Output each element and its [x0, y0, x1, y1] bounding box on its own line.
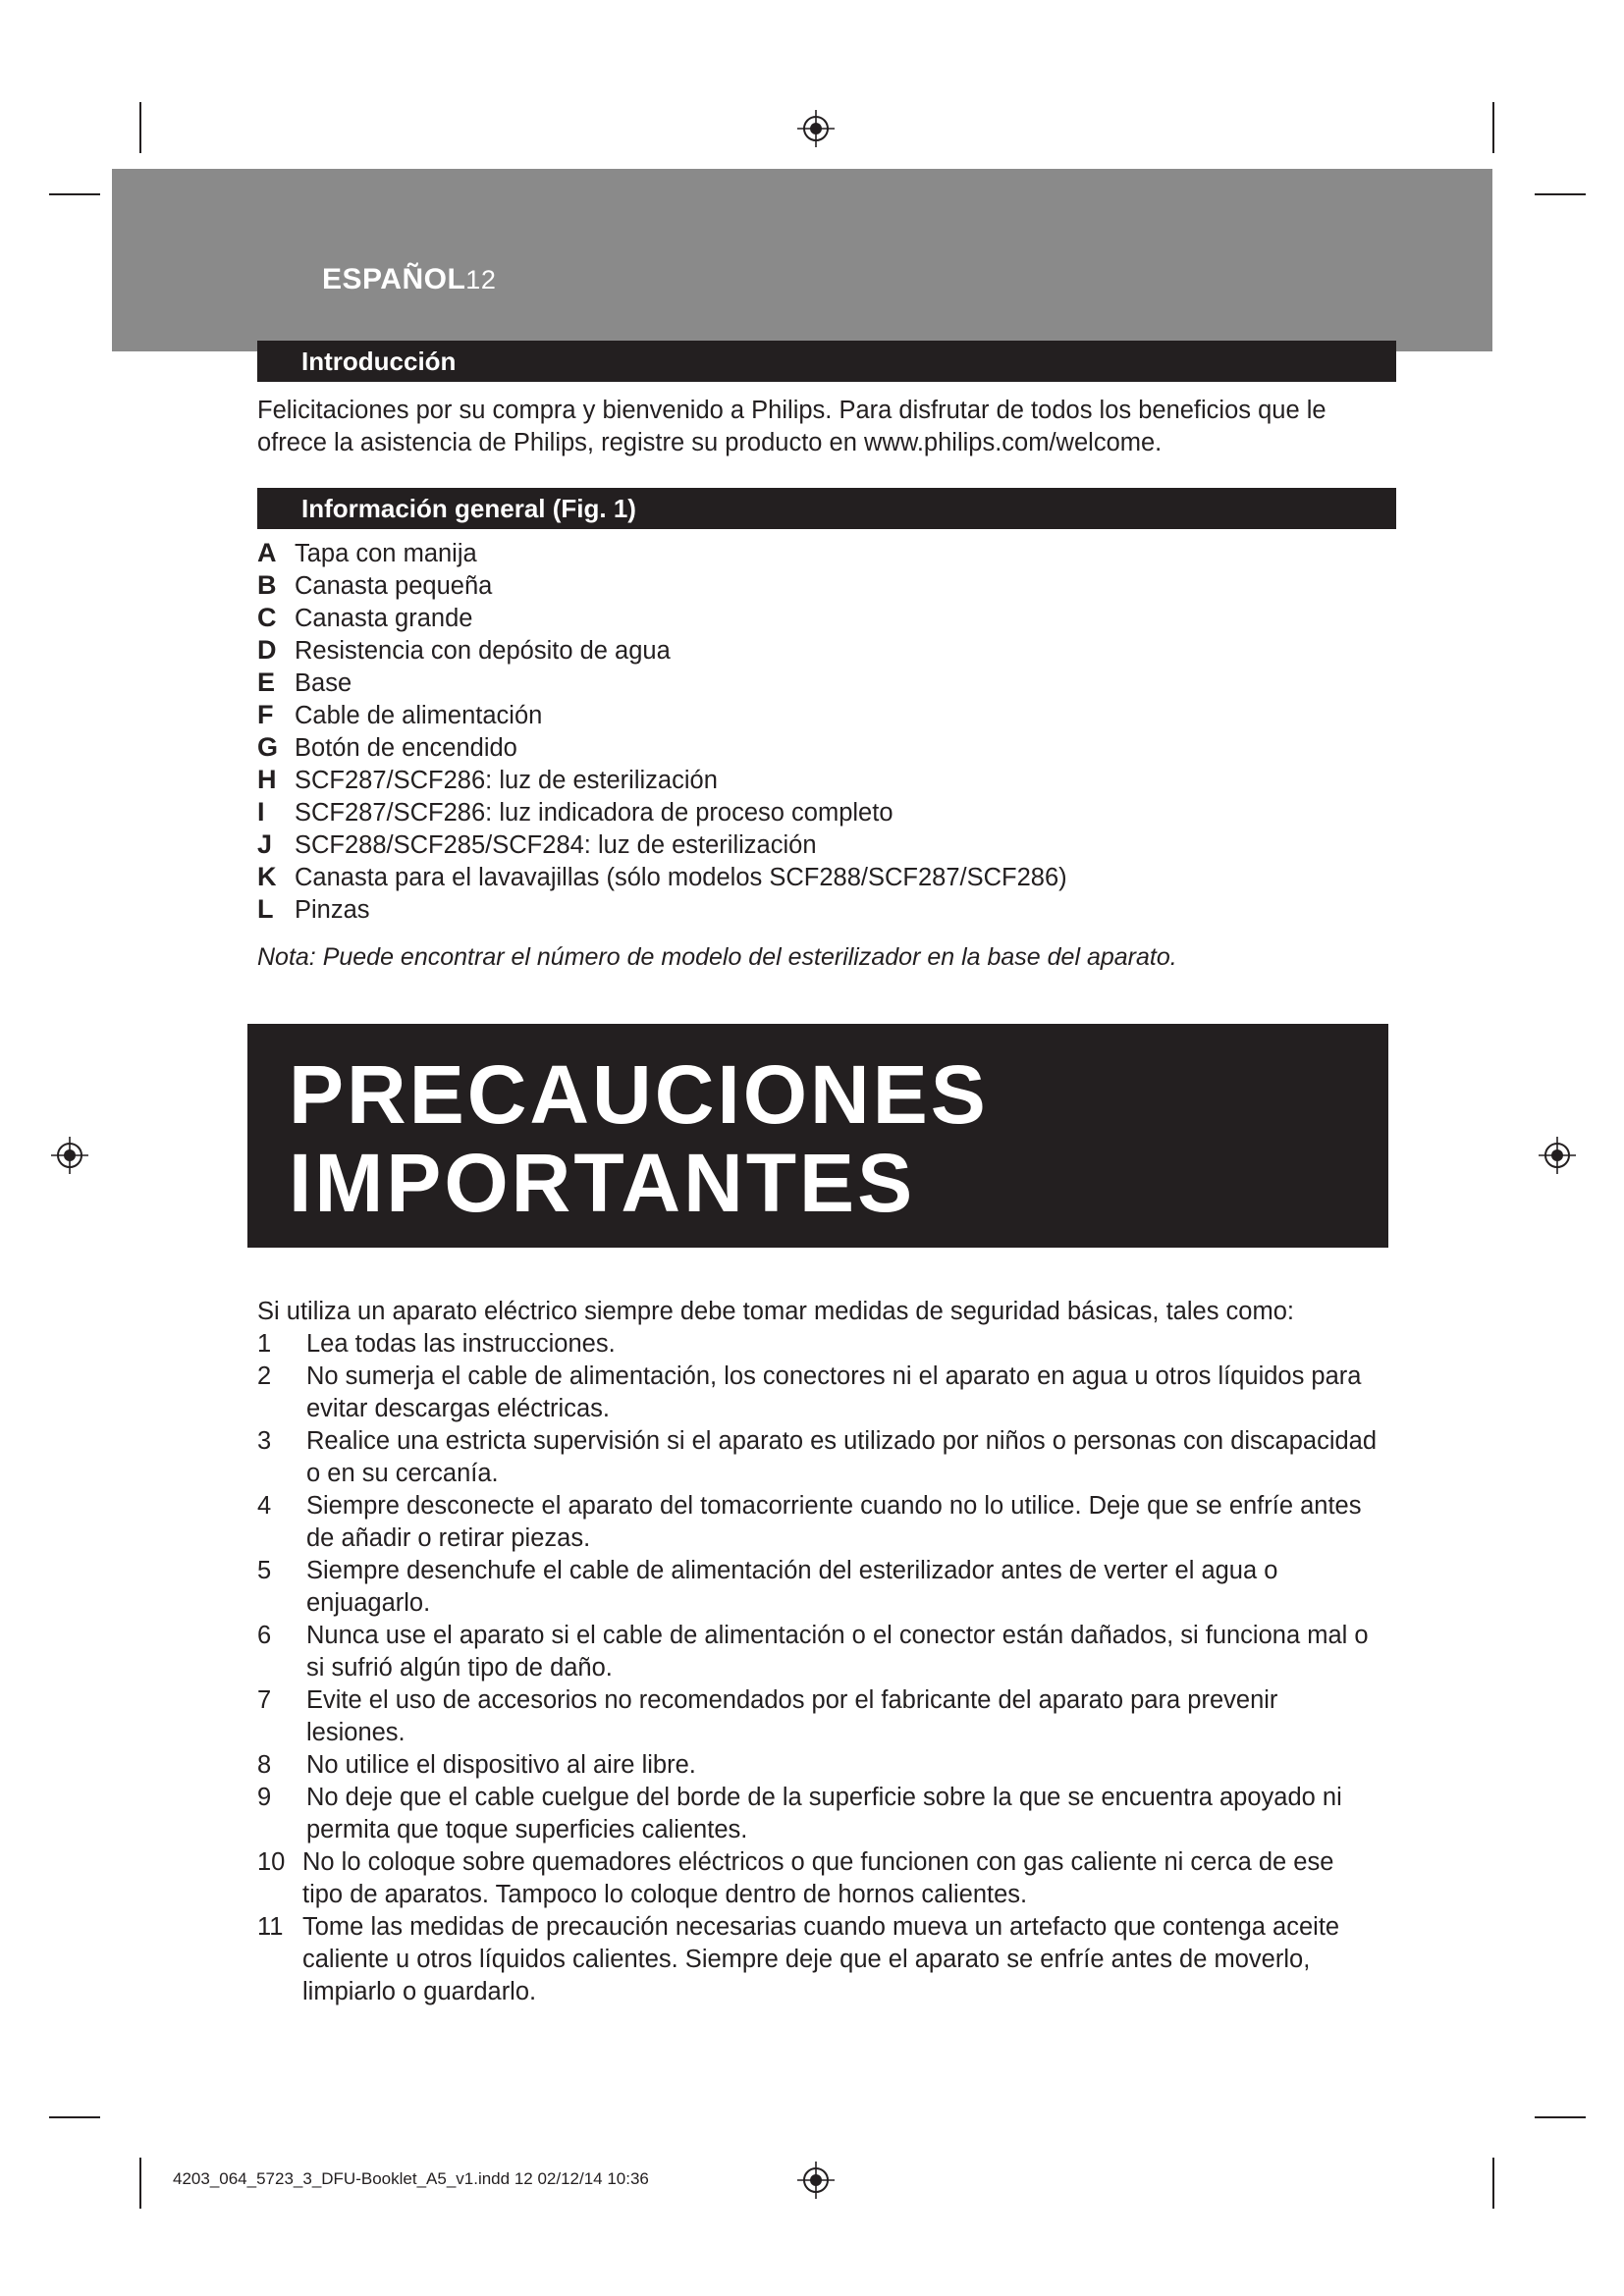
- precaution-line: permita que toque superficies calientes.: [306, 1816, 748, 1843]
- intro-line: ofrece la asistencia de Philips, registre su producto en www.philips.com/welcome.: [257, 429, 1163, 456]
- precaution-line: caliente u otros líquidos calientes. Siempre deje que el aparato se enfríe antes de moverlo,: [302, 1946, 1311, 1973]
- model-number-note: Nota: Puede encontrar el número de modelo del esterilizador en la base del aparato.: [257, 943, 1177, 971]
- part-letter: B: [257, 570, 277, 600]
- print-slug: 4203_064_5723_3_DFU-Booklet_A5_v1.indd 12 02/12/14 10:36: [173, 2169, 649, 2188]
- precaution-line: enjuagarlo.: [306, 1589, 431, 1617]
- list-item: [257, 569, 1396, 602]
- list-item: [257, 667, 1396, 699]
- precaution-item: [257, 1490, 1396, 1555]
- precaution-number: 11: [257, 1913, 284, 1941]
- registration-mark-icon: [51, 1137, 88, 1174]
- language-label: ESPAÑOL: [322, 263, 466, 295]
- part-text: Resistencia con depósito de agua: [295, 637, 671, 665]
- precaution-number: 5: [257, 1557, 272, 1584]
- part-text: SCF287/SCF286: luz indicadora de proceso completo: [295, 799, 893, 827]
- precaution-number: 10: [257, 1848, 286, 1876]
- precaution-line: limpiarlo o guardarlo.: [302, 1978, 537, 2005]
- precaution-number: 7: [257, 1686, 272, 1714]
- precaution-line: Nunca use el aparato si el cable de alimentación o el conector están dañados, si funciona mal o: [306, 1622, 1369, 1649]
- part-letter: C: [257, 603, 277, 632]
- precaution-line: si sufrió algún tipo de daño.: [306, 1654, 613, 1682]
- precaution-line: Lea todas las instrucciones.: [306, 1330, 616, 1358]
- part-text: Canasta pequeña: [295, 572, 493, 600]
- registration-mark-icon: [797, 110, 835, 147]
- list-item: [257, 861, 1396, 893]
- banner-title-line: IMPORTANTES: [289, 1137, 916, 1229]
- part-letter: E: [257, 667, 276, 697]
- section-heading-introduccion: Introducción: [257, 341, 1396, 382]
- precaution-line: de añadir o retirar piezas.: [306, 1524, 591, 1552]
- precaution-item: [257, 1846, 1396, 1911]
- banner-title-line: PRECAUCIONES: [289, 1048, 989, 1141]
- parts-list: [257, 537, 1396, 926]
- list-item: [257, 699, 1396, 731]
- part-letter: F: [257, 700, 274, 729]
- part-letter: K: [257, 862, 277, 891]
- precaution-line: Tome las medidas de precaución necesarias cuando mueva un artefacto que contenga aceite: [302, 1913, 1340, 1941]
- crop-mark-top-left: [139, 102, 141, 153]
- precaution-item: [257, 1425, 1396, 1490]
- precaution-line: o en su cercanía.: [306, 1460, 499, 1487]
- part-text: Cable de alimentación: [295, 702, 543, 729]
- crop-mark-top-right: [1492, 102, 1494, 153]
- precaution-item: [257, 1361, 1396, 1425]
- precaution-line: Siempre desconecte el aparato del tomacorriente cuando no lo utilice. Deje que se enfríe antes: [306, 1492, 1362, 1520]
- part-letter: J: [257, 829, 273, 859]
- part-text: Base: [295, 669, 352, 697]
- part-letter: G: [257, 732, 279, 762]
- precaution-item: [257, 1782, 1396, 1846]
- precaution-item: [257, 1555, 1396, 1620]
- precaution-item: [257, 1328, 1396, 1361]
- list-item: [257, 828, 1396, 861]
- list-item: [257, 537, 1396, 569]
- precaution-line: No sumerja el cable de alimentación, los conectores ni el aparato en agua u otros líquidos para: [306, 1362, 1362, 1390]
- precautions-list: [257, 1328, 1396, 2008]
- precaution-number: 6: [257, 1622, 272, 1649]
- list-item: [257, 602, 1396, 634]
- intro-paragraph: [257, 395, 1396, 459]
- page-number: 12: [465, 265, 497, 294]
- page-header: [322, 263, 496, 296]
- part-letter: H: [257, 765, 277, 794]
- precaution-line: lesiones.: [306, 1719, 406, 1746]
- part-text: Botón de encendido: [295, 734, 517, 762]
- precaution-item: [257, 1620, 1396, 1684]
- part-text: Canasta para el lavavajillas (sólo modelos SCF288/SCF287/SCF286): [295, 864, 1067, 891]
- precaution-item: [257, 1684, 1396, 1749]
- precaution-line: No lo coloque sobre quemadores eléctricos o que funcionen con gas caliente ni cerca de ese: [302, 1848, 1334, 1876]
- crop-mark-bottom-left: [139, 2158, 141, 2209]
- precaution-line: Realice una estricta supervisión si el aparato es utilizado por niños o personas con discapacidad: [306, 1427, 1378, 1455]
- crop-mark-left-top: [49, 193, 100, 195]
- precaution-line: No utilice el dispositivo al aire libre.: [306, 1751, 696, 1779]
- list-item: [257, 731, 1396, 764]
- part-text: SCF287/SCF286: luz de esterilización: [295, 767, 718, 794]
- crop-mark-bottom-right: [1492, 2158, 1494, 2209]
- part-letter: D: [257, 635, 277, 665]
- precaution-line: Evite el uso de accesorios no recomendados por el fabricante del aparato para prevenir: [306, 1686, 1278, 1714]
- registration-mark-icon: [797, 2162, 835, 2199]
- precaution-line: evitar descargas eléctricas.: [306, 1395, 610, 1422]
- crop-mark-right-bottom: [1535, 2116, 1586, 2118]
- registration-mark-icon: [1539, 1137, 1576, 1174]
- intro-line: Felicitaciones por su compra y bienvenido a Philips. Para disfrutar de todos los beneficios que le: [257, 397, 1326, 424]
- part-letter: A: [257, 538, 277, 567]
- list-item: [257, 893, 1396, 926]
- precaution-line: No deje que el cable cuelgue del borde de la superficie sobre la que se encuentra apoyado ni: [306, 1784, 1342, 1811]
- list-item: [257, 796, 1396, 828]
- crop-mark-left-bottom: [49, 2116, 100, 2118]
- precaution-item: [257, 1911, 1396, 2008]
- precautions-intro: Si utiliza un aparato eléctrico siempre debe tomar medidas de seguridad básicas, tales como:: [257, 1298, 1294, 1325]
- part-text: Canasta grande: [295, 605, 473, 632]
- part-text: Pinzas: [295, 896, 370, 924]
- precaution-number: 8: [257, 1751, 272, 1779]
- precautions-banner: [247, 1024, 1388, 1248]
- precaution-number: 9: [257, 1784, 272, 1811]
- part-letter: I: [257, 797, 265, 827]
- precaution-line: Siempre desenchufe el cable de alimentación del esterilizador antes de verter el agua o: [306, 1557, 1278, 1584]
- part-text: SCF288/SCF285/SCF284: luz de esterilización: [295, 831, 817, 859]
- precaution-line: tipo de aparatos. Tampoco lo coloque dentro de hornos calientes.: [302, 1881, 1028, 1908]
- precaution-number: 3: [257, 1427, 272, 1455]
- precaution-number: 4: [257, 1492, 272, 1520]
- list-item: [257, 764, 1396, 796]
- section-heading-informacion-general: Información general (Fig. 1): [257, 488, 1396, 529]
- part-text: Tapa con manija: [295, 540, 477, 567]
- crop-mark-right-top: [1535, 193, 1586, 195]
- precaution-item: [257, 1749, 1396, 1782]
- part-letter: L: [257, 894, 274, 924]
- list-item: [257, 634, 1396, 667]
- precaution-number: 2: [257, 1362, 272, 1390]
- precaution-number: 1: [257, 1330, 272, 1358]
- header-band: [112, 169, 1492, 351]
